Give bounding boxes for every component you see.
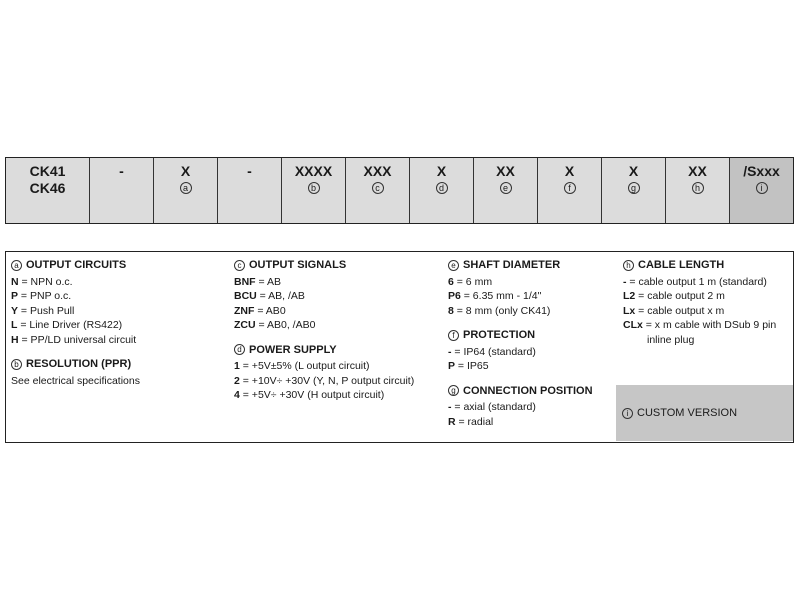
section-title: RESOLUTION (PPR) bbox=[26, 358, 132, 370]
legend-box bbox=[5, 251, 794, 443]
resolution-text: See electrical specifications bbox=[11, 374, 140, 387]
code-symbol: - bbox=[119, 163, 124, 179]
code-symbol: X bbox=[564, 163, 575, 179]
custom-version-box bbox=[616, 385, 793, 441]
list-item: - = cable output 1 m (standard) bbox=[623, 275, 767, 288]
code-cell-resolution bbox=[282, 158, 346, 223]
list-item: - = axial (standard) bbox=[448, 401, 536, 413]
list-item: BNF = AB bbox=[234, 275, 281, 288]
legend-column-1 bbox=[11, 258, 226, 388]
circled-letter-icon: f bbox=[448, 330, 459, 341]
circled-letter-icon: b bbox=[11, 359, 22, 370]
section-title: CABLE LENGTH bbox=[638, 259, 725, 271]
circled-letter-icon: c bbox=[372, 182, 384, 194]
circled-letter-icon: h bbox=[692, 182, 704, 194]
code-cell-model bbox=[6, 158, 90, 223]
list-item: P6 = 6.35 mm - 1/4" bbox=[448, 290, 542, 302]
list-item: ZNF = AB0 bbox=[234, 304, 286, 317]
code-cell-power-supply bbox=[410, 158, 474, 223]
legend-column-3 bbox=[448, 258, 618, 429]
code-cell-cable-length bbox=[666, 158, 730, 223]
section-heading-cable-length bbox=[623, 258, 793, 273]
list-item: 8 = 8 mm (only CK41) bbox=[448, 304, 551, 317]
list-item-continuation: inline plug bbox=[647, 333, 695, 346]
model-ck46: CK46 bbox=[29, 180, 66, 196]
list-item: - = IP64 (standard) bbox=[448, 345, 536, 358]
section-title: CUSTOM VERSION bbox=[637, 407, 738, 419]
code-symbol: XX bbox=[496, 163, 515, 179]
code-symbol: - bbox=[247, 163, 252, 179]
circled-letter-icon: i bbox=[756, 182, 768, 194]
code-symbol: X bbox=[436, 163, 447, 179]
code-cell-connection-position bbox=[602, 158, 666, 223]
list-item: H = PP/LD universal circuit bbox=[11, 333, 137, 346]
code-symbol: /Sxxx bbox=[743, 163, 780, 179]
circled-letter-icon: c bbox=[234, 260, 245, 271]
section-title: OUTPUT SIGNALS bbox=[249, 259, 347, 271]
list-item: P = PNP o.c. bbox=[11, 290, 72, 302]
section-heading-resolution bbox=[11, 357, 226, 372]
circled-letter-icon: b bbox=[308, 182, 320, 194]
section-title: CONNECTION POSITION bbox=[463, 384, 593, 397]
code-cell-shaft-diameter bbox=[474, 158, 538, 223]
list-item: L = Line Driver (RS422) bbox=[11, 319, 123, 331]
circled-letter-icon: d bbox=[234, 344, 245, 355]
list-item: P = IP65 bbox=[448, 360, 489, 372]
section-title: POWER SUPPLY bbox=[249, 343, 337, 356]
circled-letter-icon: e bbox=[448, 260, 459, 271]
circled-letter-icon: a bbox=[11, 260, 22, 271]
section-heading-connection-position bbox=[448, 384, 618, 399]
code-symbol: XXXX bbox=[294, 163, 333, 179]
code-cell-protection bbox=[538, 158, 602, 223]
code-symbol: XX bbox=[688, 163, 707, 179]
model-names bbox=[30, 163, 66, 197]
list-item: R = radial bbox=[448, 415, 494, 428]
list-item: Lx = cable output x m bbox=[623, 304, 725, 317]
section-heading-output-circuits bbox=[11, 258, 226, 273]
section-title: SHAFT DIAMETER bbox=[463, 259, 561, 271]
code-cell-separator bbox=[90, 158, 154, 223]
section-heading-power-supply bbox=[234, 343, 444, 358]
code-cell-output-circuit bbox=[154, 158, 218, 223]
list-item: BCU = AB, /AB bbox=[234, 290, 305, 302]
list-item: N = NPN o.c. bbox=[11, 275, 73, 288]
section-heading-output-signals bbox=[234, 258, 444, 273]
section-heading-protection bbox=[448, 328, 618, 343]
list-item: CLx = x m cable with DSub 9 pin bbox=[623, 319, 777, 331]
code-cell-separator bbox=[218, 158, 282, 223]
section-heading-custom-version bbox=[622, 407, 737, 419]
circled-letter-icon: f bbox=[564, 182, 576, 194]
code-symbol: X bbox=[628, 163, 639, 179]
circled-letter-icon: a bbox=[180, 182, 192, 194]
list-item: 4 = +5V÷ +30V (H output circuit) bbox=[234, 389, 385, 401]
model-ck41: CK41 bbox=[29, 163, 66, 179]
circled-letter-icon: g bbox=[628, 182, 640, 194]
legend-column-4 bbox=[623, 258, 793, 347]
circled-letter-icon: d bbox=[436, 182, 448, 194]
code-symbol: XXX bbox=[363, 163, 392, 179]
circled-letter-icon: e bbox=[500, 182, 512, 194]
list-item: 1 = +5V±5% (L output circuit) bbox=[234, 360, 370, 372]
ordering-code-row bbox=[5, 157, 794, 224]
section-title: PROTECTION bbox=[463, 329, 536, 341]
circled-letter-icon: i bbox=[622, 408, 633, 419]
list-item: L2 = cable output 2 m bbox=[623, 290, 725, 302]
circled-letter-icon: h bbox=[623, 260, 634, 271]
list-item: 2 = +10V÷ +30V (Y, N, P output circuit) bbox=[234, 374, 415, 387]
legend-column-2 bbox=[234, 258, 444, 403]
list-item: Y = Push Pull bbox=[11, 304, 75, 317]
code-cell-output-signals bbox=[346, 158, 410, 223]
code-symbol: X bbox=[180, 163, 191, 179]
code-cell-custom-version bbox=[730, 158, 793, 223]
list-item: ZCU = AB0, /AB0 bbox=[234, 319, 316, 331]
section-title: OUTPUT CIRCUITS bbox=[26, 259, 127, 271]
list-item: 6 = 6 mm bbox=[448, 275, 493, 288]
circled-letter-icon: g bbox=[448, 385, 459, 396]
section-heading-shaft-diameter bbox=[448, 258, 618, 273]
